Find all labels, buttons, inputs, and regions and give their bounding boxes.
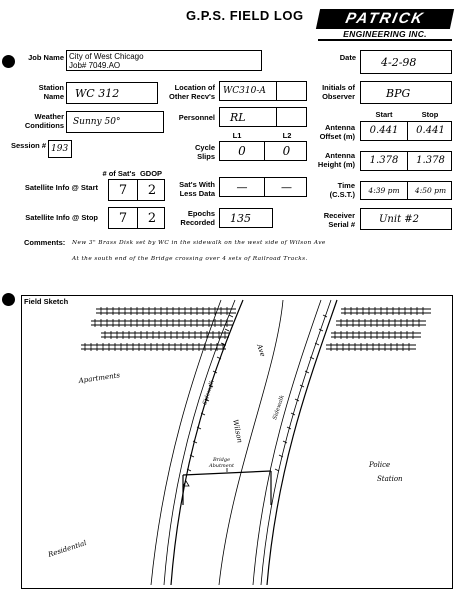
cycle-slips-field[interactable] bbox=[219, 141, 307, 161]
sats-less-l2-value: — bbox=[281, 180, 292, 194]
antenna-offset-label-2: Offset (m) bbox=[319, 131, 355, 141]
page-title: G.P.S. FIELD LOG bbox=[186, 8, 304, 23]
receiver-serial-value: Unit #2 bbox=[379, 214, 420, 225]
personnel-label: Personnel bbox=[178, 113, 215, 122]
job-name-label: Job Name bbox=[28, 53, 64, 62]
field-sketch-drawing bbox=[21, 295, 453, 589]
start-header: Start bbox=[375, 110, 393, 119]
weather-label-2: Conditions bbox=[24, 120, 64, 130]
date-label: Date bbox=[339, 53, 356, 62]
time-stop-cell bbox=[408, 182, 453, 199]
company-logo-name: PATRICK bbox=[316, 9, 454, 29]
gdop-stop-cell bbox=[138, 208, 166, 228]
initials-label-2: Observer bbox=[322, 91, 355, 101]
job-name-field[interactable] bbox=[66, 50, 262, 71]
receiver-serial-field[interactable] bbox=[360, 208, 452, 230]
comments-label: Comments: bbox=[24, 238, 66, 247]
personnel-divider bbox=[276, 108, 277, 126]
sketch-apartments: Apartments bbox=[78, 371, 121, 385]
sats-less-data-label bbox=[163, 181, 215, 198]
sketch-bridge-1: Bridge bbox=[213, 457, 231, 463]
date-value: 4-2-98 bbox=[381, 56, 417, 69]
location-other-value: WC310-A bbox=[223, 86, 266, 96]
railroad-tracks-right bbox=[326, 307, 431, 351]
antenna-height-label bbox=[305, 152, 355, 169]
antenna-offset-stop-value: 0.441 bbox=[416, 125, 445, 136]
location-other-label-2: Other Recv's bbox=[169, 91, 215, 101]
station-name-label-2: Name bbox=[43, 91, 64, 101]
station-name-label bbox=[18, 84, 64, 101]
antenna-height-stop-cell bbox=[408, 152, 453, 170]
epochs-label-2: Recorded bbox=[180, 217, 215, 227]
initials-value: BPG bbox=[386, 87, 411, 100]
initials-label bbox=[305, 84, 355, 101]
location-other-label-1: Location of bbox=[174, 83, 215, 92]
sats-less-l1-value: — bbox=[236, 180, 248, 194]
cycle-slips-l1-cell bbox=[220, 142, 264, 160]
antenna-height-start-cell bbox=[361, 152, 407, 170]
cycle-slips-label-2: Slips bbox=[197, 151, 215, 161]
sats-stop-value: 7 bbox=[118, 210, 128, 226]
road-wilson-ave bbox=[151, 300, 337, 585]
station-marker-icon bbox=[183, 481, 189, 486]
sketch-residential: Residential bbox=[47, 538, 88, 559]
railroad-tracks-left bbox=[81, 307, 236, 351]
job-name-value-line2: Job# 7049.AO bbox=[69, 61, 121, 70]
location-other-label bbox=[163, 84, 215, 101]
time-start-cell bbox=[361, 182, 407, 199]
antenna-offset-label-1: Antenna bbox=[325, 123, 355, 132]
antenna-offset-label bbox=[305, 124, 355, 141]
num-sats-header: # of Sat's bbox=[102, 169, 136, 178]
hole-punch-top bbox=[2, 55, 15, 68]
sat-info-stop-field[interactable] bbox=[108, 207, 165, 229]
gdop-header: GDOP bbox=[139, 169, 163, 178]
session-label: Session # bbox=[10, 141, 46, 150]
time-label bbox=[305, 182, 355, 199]
sats-less-l2-cell bbox=[265, 178, 308, 196]
antenna-offset-start-cell bbox=[361, 122, 407, 140]
antenna-offset-stop-cell bbox=[408, 122, 453, 140]
sketch-sidewalk-right: Sidewalk bbox=[272, 394, 286, 421]
time-stop-value: 4:50 pm bbox=[414, 185, 447, 195]
weather-label-1: Weather bbox=[34, 112, 64, 121]
sats-stop-cell bbox=[109, 208, 137, 228]
l2-header: L2 bbox=[282, 131, 292, 140]
sketch-police: Police bbox=[369, 461, 391, 469]
cycle-slips-l1-value: 0 bbox=[238, 144, 246, 158]
personnel-field[interactable] bbox=[219, 107, 307, 127]
station-name-label-1: Station bbox=[38, 83, 64, 92]
cycle-slips-l2-value: 0 bbox=[282, 144, 291, 158]
antenna-offset-start-value: 0.441 bbox=[369, 125, 399, 136]
time-start-value: 4:39 pm bbox=[368, 185, 400, 195]
receiver-serial-label bbox=[305, 212, 355, 229]
sketch-sidewalk-left: Sidewalk bbox=[202, 379, 216, 406]
session-value: 193 bbox=[51, 144, 69, 154]
time-label-1: Time bbox=[337, 181, 355, 190]
epochs-label bbox=[163, 210, 215, 227]
antenna-height-start-value: 1.378 bbox=[369, 155, 399, 166]
weather-value: Sunny 50° bbox=[73, 117, 121, 127]
job-name-value-line1: City of West Chicago bbox=[69, 52, 144, 61]
comment-line-2: At the south end of the Bridge crossing over 4 sets of Railroad Tracks. bbox=[72, 256, 308, 262]
station-name-field[interactable] bbox=[66, 82, 158, 104]
time-field[interactable] bbox=[360, 181, 452, 200]
company-logo bbox=[318, 9, 452, 39]
location-other-field[interactable] bbox=[219, 81, 307, 101]
sat-info-stop-label: Satellite Info @ Stop bbox=[25, 213, 98, 222]
sketch-wilson: Wilson bbox=[231, 418, 244, 444]
epochs-value: 135 bbox=[230, 212, 251, 225]
antenna-height-field[interactable] bbox=[360, 151, 452, 171]
antenna-offset-field[interactable] bbox=[360, 121, 452, 141]
cycle-slips-label-1: Cycle bbox=[194, 143, 215, 152]
weather-field[interactable] bbox=[66, 111, 164, 133]
antenna-height-label-1: Antenna bbox=[325, 151, 355, 160]
sat-info-start-field[interactable] bbox=[108, 179, 165, 201]
gdop-stop-value: 2 bbox=[147, 210, 157, 226]
stop-header: Stop bbox=[421, 110, 439, 119]
session-field[interactable] bbox=[48, 140, 72, 158]
sats-less-data-field[interactable] bbox=[219, 177, 307, 197]
location-other-divider bbox=[276, 82, 277, 100]
date-field[interactable] bbox=[360, 50, 452, 74]
personnel-value: RL bbox=[230, 111, 246, 124]
station-name-value: WC 312 bbox=[75, 87, 120, 100]
gdop-start-value: 2 bbox=[147, 182, 157, 198]
company-logo-subtitle: ENGINEERING INC. bbox=[318, 29, 452, 41]
cycle-slips-l2-cell bbox=[265, 142, 308, 160]
gdop-start-cell bbox=[138, 180, 166, 200]
antenna-height-label-2: Height (m) bbox=[317, 159, 355, 169]
hole-punch-bottom bbox=[2, 293, 15, 306]
sats-less-data-label-1: Sat's With bbox=[179, 180, 215, 189]
antenna-height-stop-value: 1.378 bbox=[416, 155, 445, 166]
sats-less-data-label-2: Less Data bbox=[179, 188, 215, 198]
sats-start-cell bbox=[109, 180, 137, 200]
epochs-field[interactable] bbox=[219, 208, 273, 228]
sats-start-value: 7 bbox=[118, 182, 128, 198]
initials-field[interactable] bbox=[360, 81, 452, 104]
sketch-station: Station bbox=[377, 475, 403, 483]
cycle-slips-label bbox=[163, 144, 215, 161]
sketch-bridge-2: Abutment bbox=[209, 463, 234, 469]
l1-header: L1 bbox=[232, 131, 242, 140]
weather-label bbox=[18, 113, 64, 130]
initials-label-1: Initials of bbox=[322, 83, 355, 92]
sats-less-l1-cell bbox=[220, 178, 264, 196]
field-sketch-label: Field Sketch bbox=[24, 297, 69, 306]
sketch-ave: Ave bbox=[255, 343, 267, 358]
sat-info-start-label: Satellite Info @ Start bbox=[24, 183, 98, 192]
time-label-2: (C.S.T.) bbox=[329, 189, 355, 199]
receiver-serial-label-2: Serial # bbox=[328, 219, 355, 229]
epochs-label-1: Epochs bbox=[187, 209, 215, 218]
comment-line-1: New 3" Brass Disk set by WC in the sidewalk on the west side of Wilson Ave bbox=[72, 240, 326, 246]
receiver-serial-label-1: Receiver bbox=[323, 211, 355, 220]
